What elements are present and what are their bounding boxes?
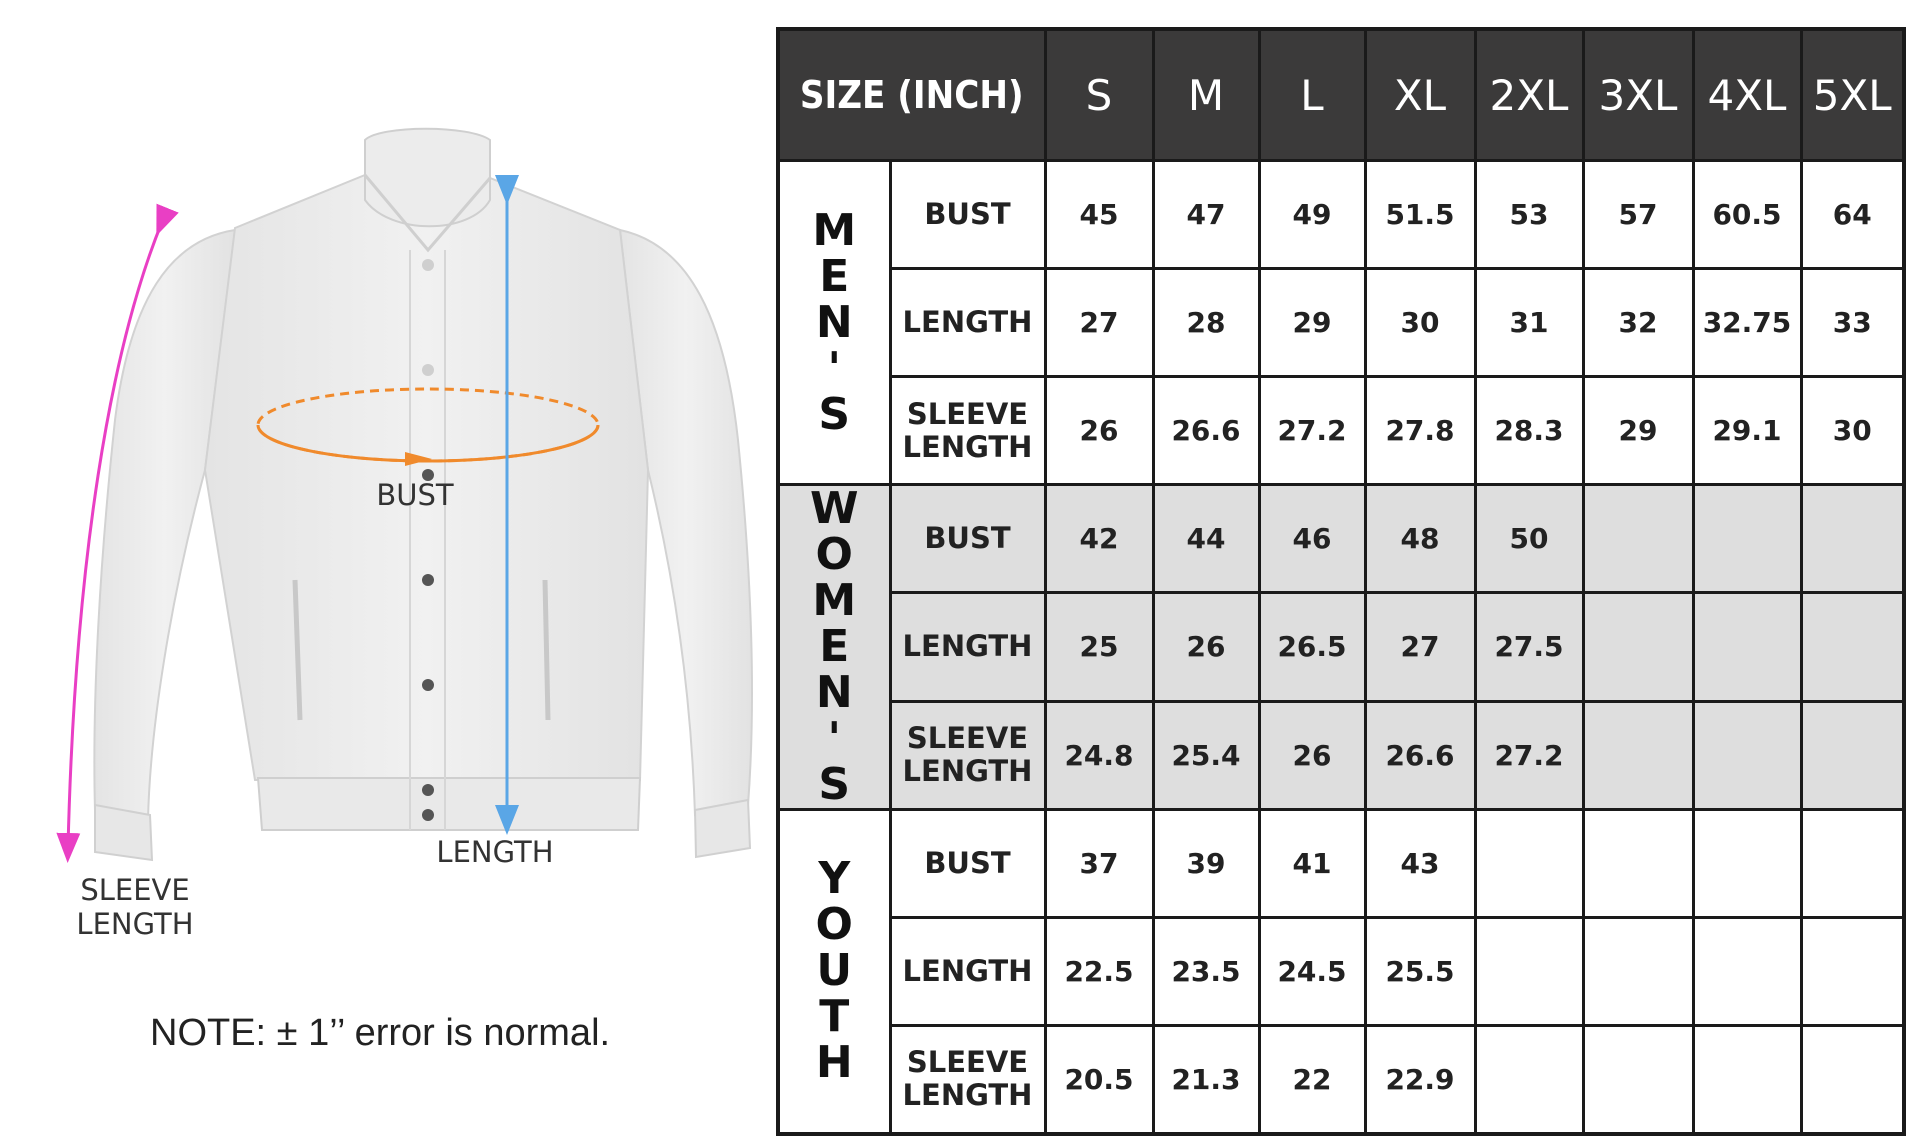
size-value-cell: 37: [1045, 810, 1153, 918]
group-letter: N: [815, 296, 853, 348]
group-letter: N: [815, 667, 853, 718]
group-letter: S: [818, 388, 851, 440]
size-value-cell: 24.8: [1045, 701, 1153, 809]
size-value-cell: 25.5: [1365, 918, 1475, 1026]
bust-label: BUST: [376, 478, 454, 512]
size-column-header: 2XL: [1475, 29, 1583, 161]
group-letter: S: [818, 759, 851, 810]
size-value-cell: 50: [1475, 485, 1583, 593]
group-letter: T: [819, 991, 850, 1043]
measurement-label-line: LENGTH: [902, 754, 1033, 789]
group-letter: H: [815, 1037, 853, 1089]
size-value-cell: 26: [1153, 593, 1259, 701]
group-letter: M: [812, 204, 857, 256]
size-column-header: XL: [1365, 29, 1475, 161]
size-value-cell: 47: [1153, 161, 1259, 269]
group-letter: W: [809, 483, 859, 534]
size-value-cell: [1693, 918, 1801, 1026]
size-value-cell: [1693, 593, 1801, 701]
size-value-cell: [1801, 701, 1904, 809]
sleeve-label-line1: SLEEVE: [80, 873, 190, 907]
group-letter: U: [816, 945, 853, 997]
size-column-header: 4XL: [1693, 29, 1801, 161]
size-value-cell: 28: [1153, 269, 1259, 377]
size-value-cell: 23.5: [1153, 918, 1259, 1026]
size-value-cell: 46: [1259, 485, 1365, 593]
size-value-cell: [1583, 1026, 1693, 1134]
size-table-body: [778, 161, 1904, 1134]
size-value-cell: [1583, 485, 1693, 593]
group-letter: O: [815, 529, 853, 580]
size-value-cell: 39: [1153, 810, 1259, 918]
size-value-cell: 29: [1259, 269, 1365, 377]
measurement-label-line: LENGTH: [902, 954, 1033, 988]
size-value-cell: 30: [1365, 269, 1475, 377]
sleeve-length-label: [55, 873, 215, 941]
group-letter: M: [812, 575, 857, 626]
size-column-header: 5XL: [1801, 29, 1904, 161]
sleeve-label-line2: LENGTH: [76, 907, 194, 941]
size-value-cell: 26: [1259, 701, 1365, 809]
table-row: [778, 918, 1904, 1026]
group-letter: E: [819, 621, 850, 672]
size-value-cell: 51.5: [1365, 161, 1475, 269]
size-value-cell: 42: [1045, 485, 1153, 593]
measurement-label: [890, 377, 1045, 485]
size-value-cell: 27.2: [1259, 377, 1365, 485]
size-value-cell: 45: [1045, 161, 1153, 269]
error-note: NOTE: ± 1’’ error is normal.: [150, 1012, 611, 1054]
measurement-label-line: LENGTH: [902, 629, 1033, 664]
size-chart-table: [776, 27, 1906, 1136]
measurement-label-line: BUST: [924, 521, 1011, 556]
group-letter: O: [815, 899, 853, 951]
group-letter: E: [819, 250, 850, 302]
size-value-cell: [1693, 810, 1801, 918]
measurement-label: [890, 1026, 1045, 1134]
size-value-cell: 27.2: [1475, 701, 1583, 809]
group-letter: Y: [818, 853, 851, 905]
measurement-label-line: BUST: [924, 197, 1011, 231]
size-value-cell: 53: [1475, 161, 1583, 269]
table-row: [778, 485, 1904, 593]
measurement-label-line: LENGTH: [902, 429, 1033, 464]
size-value-cell: [1801, 1026, 1904, 1134]
size-value-cell: 21.3: [1153, 1026, 1259, 1134]
size-value-cell: [1583, 701, 1693, 809]
measurement-label-line: BUST: [924, 846, 1011, 880]
size-value-cell: 22.9: [1365, 1026, 1475, 1134]
group-label-youth: [778, 810, 890, 1134]
size-value-cell: [1693, 1026, 1801, 1134]
size-value-cell: [1475, 810, 1583, 918]
group-label-mens: [778, 161, 890, 485]
size-column-header: L: [1259, 29, 1365, 161]
size-column-header: S: [1045, 29, 1153, 161]
measurement-label: [890, 161, 1045, 269]
measurement-label: [890, 593, 1045, 701]
size-value-cell: [1801, 810, 1904, 918]
table-row: [778, 701, 1904, 809]
size-value-cell: 26: [1045, 377, 1153, 485]
group-letter: ': [827, 713, 841, 764]
size-value-cell: 28.3: [1475, 377, 1583, 485]
measurement-label: [890, 269, 1045, 377]
size-value-cell: 32: [1583, 269, 1693, 377]
size-header-row: [778, 29, 1904, 161]
size-value-cell: [1583, 918, 1693, 1026]
size-value-cell: 25.4: [1153, 701, 1259, 809]
measurement-label-line: SLEEVE: [906, 721, 1029, 756]
size-value-cell: [1475, 918, 1583, 1026]
size-value-cell: [1801, 593, 1904, 701]
size-value-cell: 20.5: [1045, 1026, 1153, 1134]
group-label-womens: [778, 485, 890, 810]
size-value-cell: 48: [1365, 485, 1475, 593]
size-value-cell: [1693, 701, 1801, 809]
size-value-cell: [1693, 485, 1801, 593]
size-value-cell: [1801, 918, 1904, 1026]
size-value-cell: 41: [1259, 810, 1365, 918]
size-value-cell: 44: [1153, 485, 1259, 593]
measurement-label-line: SLEEVE: [906, 1045, 1029, 1080]
size-value-cell: 27: [1365, 593, 1475, 701]
group-letter: ': [827, 342, 841, 394]
size-value-cell: 30: [1801, 377, 1904, 485]
size-value-cell: 60.5: [1693, 161, 1801, 269]
size-value-cell: 29.1: [1693, 377, 1801, 485]
jacket-measurement-figure: [0, 0, 770, 1140]
size-value-cell: 33: [1801, 269, 1904, 377]
table-row: [778, 1026, 1904, 1134]
measurement-label: [890, 485, 1045, 593]
size-value-cell: 26.6: [1365, 701, 1475, 809]
size-value-cell: 27: [1045, 269, 1153, 377]
size-column-header: M: [1153, 29, 1259, 161]
size-value-cell: [1583, 593, 1693, 701]
size-value-cell: 27.5: [1475, 593, 1583, 701]
size-value-cell: 57: [1583, 161, 1693, 269]
measurement-label-line: LENGTH: [902, 305, 1033, 339]
table-row: [778, 161, 1904, 269]
size-value-cell: 22.5: [1045, 918, 1153, 1026]
size-value-cell: 31: [1475, 269, 1583, 377]
size-value-cell: 49: [1259, 161, 1365, 269]
measurement-label: [890, 701, 1045, 809]
size-value-cell: 24.5: [1259, 918, 1365, 1026]
table-row: [778, 377, 1904, 485]
size-value-cell: 32.75: [1693, 269, 1801, 377]
size-value-cell: 26.6: [1153, 377, 1259, 485]
measurement-label: [890, 918, 1045, 1026]
measurement-label-line: SLEEVE: [906, 396, 1029, 431]
size-value-cell: 29: [1583, 377, 1693, 485]
length-label: LENGTH: [436, 835, 554, 869]
size-value-cell: 22: [1259, 1026, 1365, 1134]
size-column-header: 3XL: [1583, 29, 1693, 161]
size-value-cell: [1583, 810, 1693, 918]
size-value-cell: 26.5: [1259, 593, 1365, 701]
size-value-cell: 64: [1801, 161, 1904, 269]
size-inch-header: SIZE (INCH): [778, 29, 1045, 161]
table-row: [778, 269, 1904, 377]
size-value-cell: 25: [1045, 593, 1153, 701]
measurement-label-line: LENGTH: [902, 1078, 1033, 1113]
jacket-illustration: [0, 0, 770, 1140]
measurement-label: [890, 810, 1045, 918]
size-value-cell: [1475, 1026, 1583, 1134]
size-value-cell: [1801, 485, 1904, 593]
size-value-cell: 43: [1365, 810, 1475, 918]
table-row: [778, 810, 1904, 918]
table-row: [778, 593, 1904, 701]
size-value-cell: 27.8: [1365, 377, 1475, 485]
